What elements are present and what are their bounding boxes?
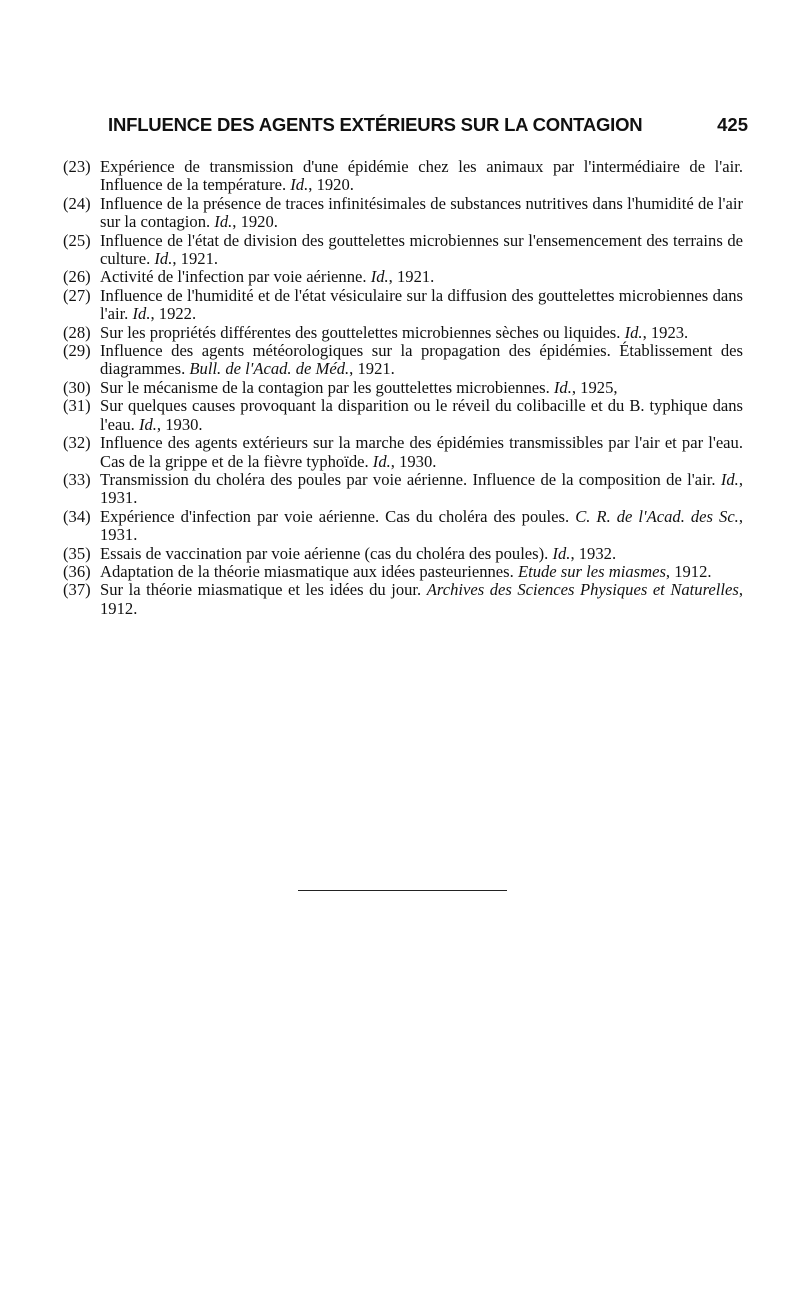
reference-text: Influence des agents extérieurs sur la marche des épidémies transmissibles par l'air et par l'eau. Cas de la grippe et de la fièvre typhoïde. [100, 433, 743, 471]
reference-number: (32) [63, 433, 91, 453]
reference-year: , 1930. [156, 414, 203, 434]
reference-number: (28) [63, 322, 91, 342]
reference-text: Sur les propriétés différentes des gouttelettes microbiennes sèches ou liquides. [100, 322, 621, 342]
reference-number: (29) [63, 341, 91, 361]
reference-text: Adaptation de la théorie miasmatique aux idées pasteuriennes. [100, 561, 514, 581]
reference-source: Id. [154, 249, 173, 269]
reference-item [63, 342, 743, 379]
reference-item [63, 379, 743, 397]
reference-item [63, 195, 743, 232]
reference-year: , 1930. [390, 451, 437, 471]
reference-year: , 1921. [172, 249, 219, 269]
reference-year: , 1912. [665, 561, 712, 581]
page-number: 425 [717, 114, 748, 135]
reference-list [63, 158, 743, 618]
reference-text: Influence de l'état de division des gouttelettes microbiennes sur l'ensemencement des terrains de culture. [100, 230, 743, 269]
reference-text: Influence des agents météorologiques sur la propagation des épidémies. Établissement des diagrammes. [100, 341, 743, 379]
reference-text: Essais de vaccination par voie aérienne (cas du choléra des poules). [100, 543, 549, 563]
reference-year: , 1921. [349, 359, 395, 379]
reference-item [63, 158, 743, 195]
reference-source: Archives des Sciences Physiques et Naturelles [426, 580, 739, 600]
reference-source: Id. [624, 322, 643, 342]
reference-item [63, 581, 743, 618]
reference-source: Id. [372, 451, 391, 471]
reference-source: Etude sur les miasmes [517, 561, 666, 581]
reference-number: (30) [63, 377, 91, 397]
reference-source: Id. [214, 212, 233, 232]
reference-text: Expérience d'infection par voie aérienne. Cas du choléra des poules. [100, 506, 570, 526]
reference-year: , 1922. [150, 304, 197, 324]
reference-number: (27) [63, 285, 91, 305]
reference-item [63, 268, 743, 286]
reference-number: (23) [63, 157, 91, 176]
reference-source: Id. [553, 377, 572, 397]
reference-year: , 1931. [100, 506, 743, 545]
reference-text: Sur quelques causes provoquant la disparition ou le réveil du colibacille et du B. typhique dans l'eau. [100, 396, 743, 434]
reference-item [63, 563, 743, 581]
reference-number: (26) [63, 267, 91, 287]
running-title: INFLUENCE DES AGENTS EXTÉRIEURS SUR LA CONTAGION [108, 114, 643, 135]
reference-item [63, 287, 743, 324]
reference-source: C. R. de l'Acad. des Sc. [575, 506, 739, 526]
reference-number: (34) [63, 506, 91, 526]
reference-source: Id. [370, 267, 389, 287]
footer-rule [298, 890, 507, 891]
reference-number: (33) [63, 469, 91, 489]
reference-year: , 1912. [100, 580, 744, 618]
reference-text: Activité de l'infection par voie aérienne. [100, 267, 367, 287]
reference-number: (35) [63, 543, 91, 563]
running-header [108, 114, 748, 142]
reference-year: , 1931. [100, 469, 743, 508]
reference-year: , 1921. [388, 267, 435, 287]
reference-item [63, 508, 743, 545]
reference-text: Influence de l'humidité et de l'état vésiculaire sur la diffusion des gouttelettes microbiennes dans l'air. [100, 285, 743, 324]
reference-item [63, 434, 743, 471]
reference-number: (36) [63, 561, 91, 581]
reference-item [63, 545, 743, 563]
reference-item [63, 232, 743, 269]
reference-number: (25) [63, 230, 91, 250]
reference-text: Influence de la présence de traces infinitésimales de substances nutritives dans l'humidité de l'air sur la contagion. [100, 193, 743, 232]
reference-item [63, 324, 743, 342]
reference-number: (37) [63, 580, 91, 600]
reference-year: , 1920. [232, 212, 278, 232]
reference-year: , 1925, [571, 377, 618, 397]
reference-text: Sur le mécanisme de la contagion par les gouttelettes microbiennes. [100, 377, 550, 397]
reference-year: , 1920. [308, 175, 354, 195]
reference-year: , 1932. [570, 543, 617, 563]
reference-text: Sur la théorie miasmatique et les idées du jour. [100, 580, 422, 600]
reference-text: Transmission du choléra des poules par voie aérienne. Influence de la composition de l'air. [100, 469, 716, 489]
reference-number: (24) [63, 193, 91, 213]
reference-source: Bull. de l'Acad. de Méd. [189, 359, 350, 379]
reference-source: Id. [720, 469, 739, 489]
reference-item [63, 397, 743, 434]
reference-source: Id. [290, 175, 309, 195]
reference-source: Id. [138, 414, 157, 434]
reference-source: Id. [132, 304, 151, 324]
reference-year: , 1923. [642, 322, 689, 342]
reference-text: Expérience de transmission d'une épidémie chez les animaux par l'intermédiaire de l'air. Influence de la température. [100, 157, 743, 195]
reference-item [63, 471, 743, 508]
reference-number: (31) [63, 396, 91, 416]
reference-source: Id. [552, 543, 571, 563]
